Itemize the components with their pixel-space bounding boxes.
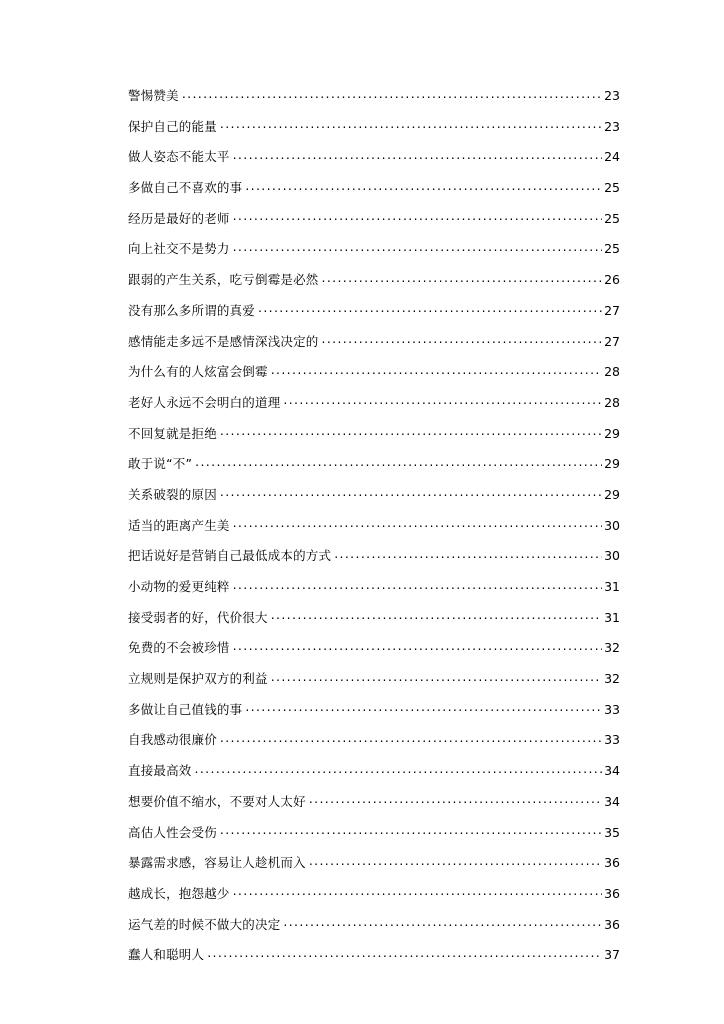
toc-leader-dots (233, 518, 602, 530)
toc-entry[interactable] (128, 119, 620, 150)
toc-entry-page-number: 28 (604, 364, 620, 380)
toc-entry-page-number: 29 (604, 456, 620, 472)
toc-leader-dots (245, 702, 602, 714)
toc-entry-title: 把话说好是营销自己最低成本的方式 (128, 548, 332, 564)
toc-entry[interactable] (128, 88, 620, 119)
toc-entry-page-number: 33 (604, 701, 620, 717)
toc-leader-dots (220, 487, 602, 499)
toc-entry[interactable] (128, 548, 620, 579)
toc-leader-dots (207, 947, 602, 959)
toc-entry[interactable] (128, 364, 620, 395)
toc-entry-page-number: 25 (604, 180, 620, 196)
toc-entry-page-number: 31 (604, 609, 620, 625)
toc-entry[interactable] (128, 426, 620, 457)
toc-leader-dots (245, 180, 602, 192)
toc-entry-page-number: 30 (604, 517, 620, 533)
toc-entry-title: 想要价值不缩水，不要对人太好 (128, 793, 306, 809)
toc-entry[interactable] (128, 334, 620, 365)
toc-entry-page-number: 25 (604, 210, 620, 226)
toc-entry-title: 蠢人和聪明人 (128, 947, 205, 963)
toc-entry-title: 运气差的时候不做大的决定 (128, 916, 281, 932)
toc-entry-title: 立规则是保护双方的利益 (128, 671, 268, 687)
toc-entry-title: 接受弱者的好，代价很大 (128, 609, 268, 625)
toc-entry-title: 向上社交不是势力 (128, 241, 230, 257)
toc-entry-page-number: 33 (604, 732, 620, 748)
toc-leader-dots (233, 640, 602, 652)
toc-entry-title: 经历是最好的老师 (128, 210, 230, 226)
toc-entry-title: 为什么有的人炫富会倒霉 (128, 364, 268, 380)
toc-entry-page-number: 35 (604, 824, 620, 840)
toc-leader-dots (258, 303, 602, 315)
toc-leader-dots (271, 610, 602, 622)
toc-entry[interactable] (128, 763, 620, 794)
toc-leader-dots (309, 794, 602, 806)
toc-leader-dots (322, 272, 602, 284)
toc-entry-title: 高估人性会受伤 (128, 824, 217, 840)
toc-leader-dots (334, 548, 602, 560)
toc-entry[interactable] (128, 395, 620, 426)
toc-entry[interactable] (128, 272, 620, 303)
toc-leader-dots (220, 732, 602, 744)
toc-entry[interactable] (128, 610, 620, 641)
toc-entry-page-number: 27 (604, 302, 620, 318)
table-of-contents (128, 88, 620, 978)
toc-entry[interactable] (128, 886, 620, 917)
toc-entry[interactable] (128, 303, 620, 334)
toc-entry-title: 感情能走多远不是感情深浅决定的 (128, 333, 319, 349)
toc-leader-dots (322, 334, 602, 346)
toc-entry-page-number: 34 (604, 763, 620, 779)
toc-entry-title: 关系破裂的原因 (128, 486, 217, 502)
toc-entry[interactable] (128, 518, 620, 549)
toc-entry-page-number: 29 (604, 486, 620, 502)
toc-entry-page-number: 27 (604, 333, 620, 349)
toc-entry[interactable] (128, 456, 620, 487)
toc-entry-page-number: 28 (604, 394, 620, 410)
toc-entry-page-number: 36 (604, 916, 620, 932)
toc-leader-dots (233, 211, 602, 223)
toc-entry-title: 小动物的爱更纯粹 (128, 579, 230, 594)
toc-entry-title: 多做让自己值钱的事 (128, 701, 243, 717)
toc-entry-page-number: 36 (604, 885, 620, 901)
toc-entry[interactable] (128, 149, 620, 180)
toc-leader-dots (195, 763, 602, 775)
toc-leader-dots (283, 917, 602, 929)
toc-entry-title: 不回复就是拒绝 (128, 425, 217, 441)
toc-entry-title: 保护自己的能量 (128, 118, 217, 134)
toc-leader-dots (233, 579, 602, 591)
toc-entry-page-number: 32 (604, 671, 620, 687)
toc-entry-title: 直接最高效 (128, 763, 192, 779)
toc-entry[interactable] (128, 702, 620, 733)
toc-leader-dots (233, 149, 602, 161)
toc-entry[interactable] (128, 947, 620, 978)
toc-leader-dots (233, 241, 602, 253)
toc-entry-page-number: 37 (604, 947, 620, 963)
toc-leader-dots (283, 395, 602, 407)
toc-entry-page-number: 36 (604, 855, 620, 871)
toc-leader-dots (220, 119, 602, 131)
toc-entry-page-number: 32 (604, 640, 620, 656)
toc-entry-title: 警惕赞美 (128, 88, 179, 103)
toc-entry[interactable] (128, 640, 620, 671)
toc-entry[interactable] (128, 241, 620, 272)
toc-entry-title: 敢于说“不” (128, 456, 193, 472)
toc-entry-title: 适当的距离产生美 (128, 517, 230, 533)
toc-leader-dots (220, 426, 602, 438)
toc-entry[interactable] (128, 671, 620, 702)
toc-entry-page-number: 26 (604, 272, 620, 288)
toc-leader-dots (271, 364, 602, 376)
toc-entry[interactable] (128, 487, 620, 518)
toc-entry-title: 免费的不会被珍惜 (128, 640, 230, 656)
toc-entry-page-number: 30 (604, 548, 620, 564)
toc-entry[interactable] (128, 211, 620, 242)
toc-entry-page-number: 29 (604, 425, 620, 441)
toc-entry-title: 没有那么多所谓的真爱 (128, 302, 256, 318)
toc-entry-title: 跟弱的产生关系，吃亏倒霉是必然 (128, 272, 319, 288)
toc-entry-title: 多做自己不喜欢的事 (128, 180, 243, 196)
toc-entry-title: 老好人永远不会明白的道理 (128, 394, 281, 410)
toc-entry[interactable] (128, 579, 620, 610)
toc-entry-title: 自我感动很廉价 (128, 732, 217, 748)
toc-leader-dots (233, 886, 602, 898)
toc-entry-page-number: 23 (604, 118, 620, 134)
toc-entry-title: 做人姿态不能太平 (128, 149, 230, 165)
toc-entry-title: 越成长，抱怨越少 (128, 885, 230, 901)
toc-entry-page-number: 24 (604, 149, 620, 165)
toc-entry-page-number: 31 (604, 579, 620, 594)
toc-leader-dots (309, 855, 602, 867)
toc-leader-dots (271, 671, 602, 683)
toc-entry[interactable] (128, 855, 620, 886)
toc-entry[interactable] (128, 825, 620, 856)
toc-entry-page-number: 23 (604, 88, 620, 103)
toc-entry-title: 暴露需求感，容易让人趁机而入 (128, 855, 306, 871)
toc-leader-dots (182, 88, 602, 100)
toc-leader-dots (220, 825, 602, 837)
toc-entry-page-number: 34 (604, 793, 620, 809)
toc-entry-page-number: 25 (604, 241, 620, 257)
toc-entry[interactable] (128, 917, 620, 948)
toc-entry[interactable] (128, 732, 620, 763)
toc-entry[interactable] (128, 794, 620, 825)
toc-leader-dots (195, 456, 602, 468)
toc-entry[interactable] (128, 180, 620, 211)
